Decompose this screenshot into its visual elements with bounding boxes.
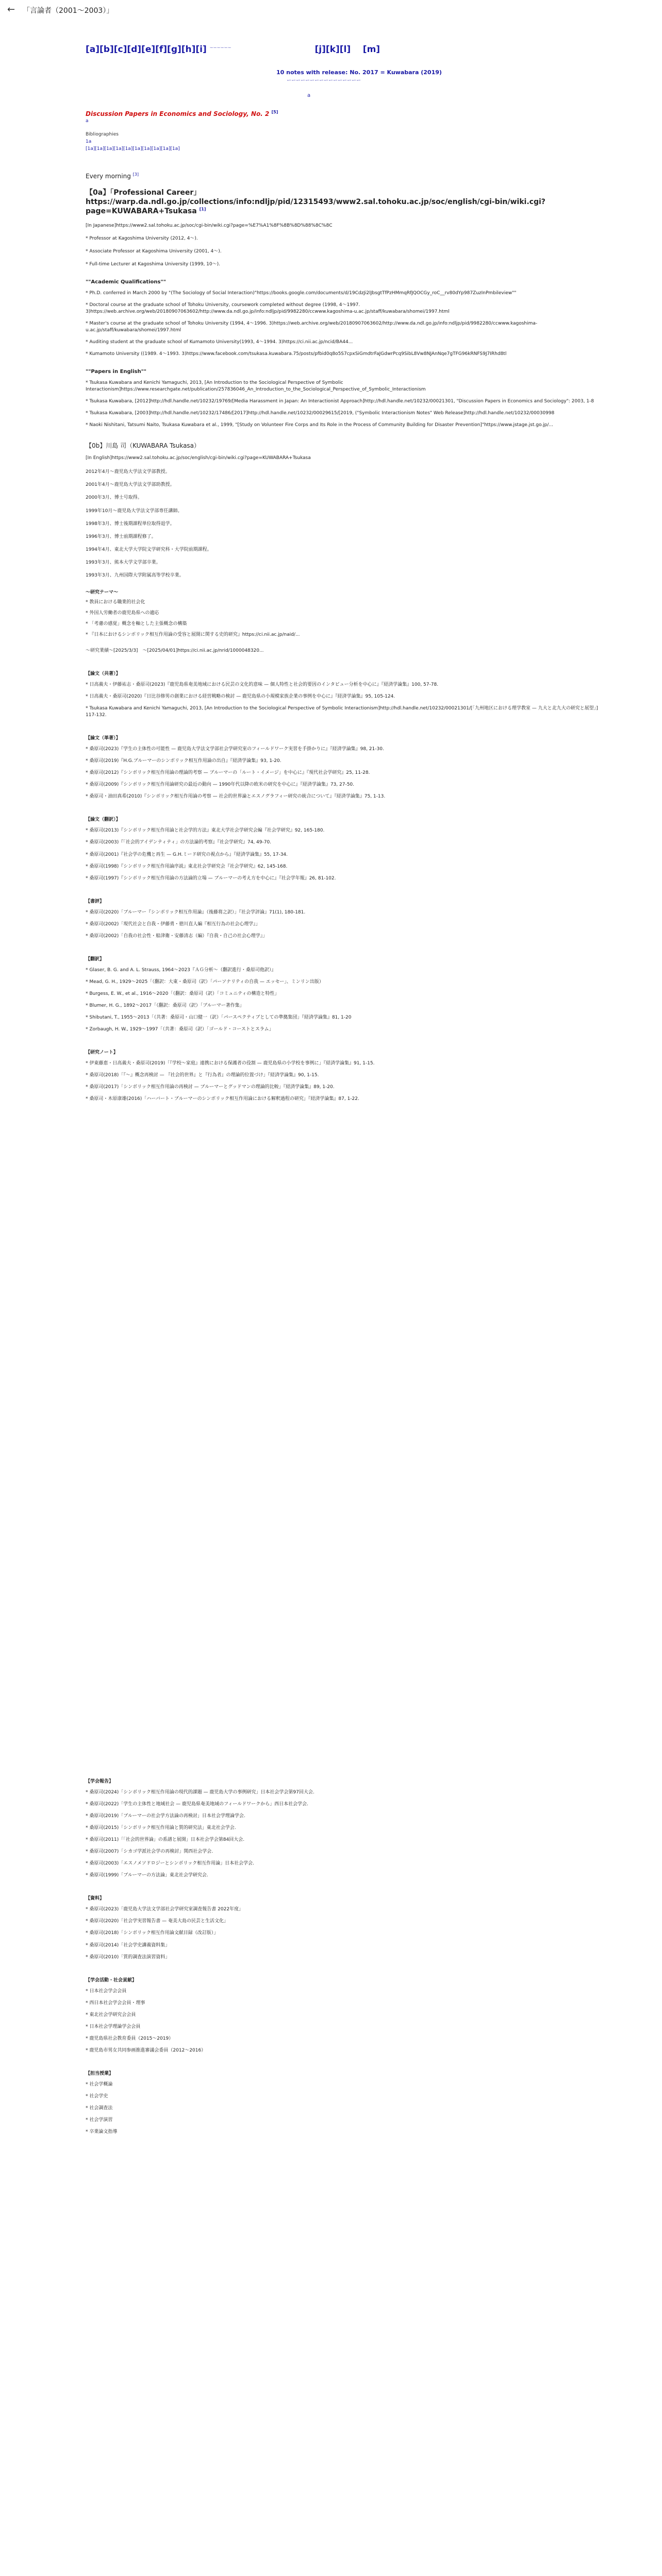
arrow-left-icon[interactable]: ← [7, 4, 15, 15]
qualification-line-item: * Kumamoto University ((1989. 4〜1993. 3)https://www.facebook.com/tsukasa.kuwabara.75/posts/pfbid0q8o5S7cpxSiGmdtrFaJGdwrPcq9SibL8Vw8NJAnNqe7gTFG96kRNFS9J7IRhd8tl [86, 351, 507, 357]
section-heading: 【学会活動・社会貢献】 [86, 1977, 137, 1983]
qualification-line-item: * Master's course at the graduate school of Tohoku University (1994, 4〜1996. 3)https://web.archive.org/web/20180907063602/http://www.da.ndl.go.jp/info:ndljp/pid/9982280/ccwww.kagoshima-u.ac.jp/staff/kuwabara/shomei/1997.html [86, 320, 538, 333]
section-heading: 【担当授業】 [86, 2071, 114, 2076]
jp-career-line-item: 1994年4月、東北大学大学院文学研究科・大学院前期課程。 [86, 547, 212, 552]
jp-career-line-item: 1996年3月、博士前期課程修了。 [86, 534, 156, 539]
section-heading: 【学会報告】 [86, 1779, 114, 1784]
paper-line-item: * Tsukasa Kuwabara, [2012]http://hdl.handle.net/10232/19769/[Media Harassment in Japan: An Interactionist Approach]http://hdl.handle.net/10232/00021301, "Discussion Papers in Economics and Sociology": 2003, 1-8 [86, 399, 594, 404]
section-item: * 桑原司(2019)「ブルーマーの社会学方法論の再検討」日本社会学理論学会. [86, 1814, 245, 1819]
section-heading: 【研究ノート】 [86, 1050, 118, 1056]
section-heading: 【論文（翻訳）】 [86, 817, 121, 823]
section-item: * 社会学史 [86, 2093, 108, 2099]
qualification-line-item: * Auditing student at the graduate school of Kumamoto University(1993, 4〜1994. 3)https://ci.nii.ac.jp/ncid/BA44... [86, 339, 353, 345]
career-heading [86, 188, 601, 216]
jp-career-line-item: 1993年3月、熊本大学文学部卒業。 [86, 560, 161, 565]
kaken-link[interactable]: 〜研究業績〜[2025/3/3] 〜[2025/04/01]https://ci.nii.ac.jp/nrid/1000048320... [86, 648, 264, 653]
page-title: 「言論者（2001〜2003）」 [23, 7, 114, 15]
section-item: * 社会学演習 [86, 2117, 113, 2123]
section-item: * 桑原司(1999)「ブルーマーの方法論」東北社会学研究会. [86, 1873, 208, 1878]
section-item: * 桑原司(2002)「現代社会と自我・伊藤勇・徳川直人編『相互行為の社会心理学』」 [86, 921, 260, 927]
section-item: * 日高義夫・桑原司(2020)『日比谷修男の創業における経営戦略の検討 — 鹿児島県の小規模家族企業の事例を中心に』『経済学論集』95, 105-124. [86, 694, 395, 700]
research-line-item: * 「考慮の感覚」概念を軸とした主張概念の構築 [86, 621, 187, 626]
alphabet-nav [86, 44, 601, 55]
section-item: * 卒業論文指導 [86, 2129, 118, 2135]
career-heading-text[interactable]: 【0a】「Professional Career」https://warp.da.ndl.go.jp/collections/info:ndljp/pid/12315493/www2.sal.tohoku.ac.jp/soc/english/cgi-bin/wiki.cgi?page=KUWABARA+Tsukasa [86, 189, 545, 216]
small-a-link[interactable]: a [86, 118, 89, 124]
release-link[interactable]: 10 notes with release: No. 2017 = Kuwabara (2019) [276, 69, 442, 76]
section-item: * Mead, G. H., 1929〜2025「（翻訳：大東・桑原司（訳）「パーソナリティの自我 — エッセー」、ミンリン出版） [86, 979, 324, 985]
section-item: * 桑原司(2014)「社会学史講義資料集」 [86, 1942, 170, 1948]
section-item: * 桑原司(2003)『「社会的アイデンティティ」の方法論的考察』『社会学研究』74, 49-70. [86, 840, 272, 845]
section-item: * 桑原司(2020)「社会学実習報告書 — 奄美大島の民芸と生活文化」 [86, 1919, 229, 1924]
section-item: * 伊東藤恵・日高義夫・桑原司(2019)「『学校〜家庭』連携における保護者の役割 — 鹿児島県の小学校を事例に」『経済学論集』91, 1-15. [86, 1061, 375, 1066]
qualifications-lines [86, 290, 601, 358]
section-heading: 【論文（共著）】 [86, 671, 121, 677]
section-item: * 桑原司(2023)「鹿児島大学法文学部社会学研究室調査報告書 2022年度」 [86, 1907, 244, 1912]
every-morning-text [86, 172, 601, 180]
jp-career-line-item: 2012年4月〜鹿児島大学法文学部教授。 [86, 469, 170, 475]
qualification-line-item: * Doctoral course at the graduate school of Tohoku University, coursework completed without degree (1998, 4〜1997. 3)https://web.archive.org/web/20180907063602/http://www.da.ndl.go.jp/info:ndljp/pid/9982280/ccwww.kagoshima-u.ac.jp/staff/kuwabara/shomei/1997.html [86, 302, 450, 314]
section-item: * Tsukasa Kuwabara and Kenichi Yamaguchi, 2013, [An Introduction to the Sociological Perspective of Symbolic Interactionism]http://hdl.handle.net/10232/00021301/[「九州地区における理学教室 — 九大と北九大の研究と展望」] 117-132. [86, 706, 598, 718]
research-list [86, 599, 601, 638]
alpha-links-a-i[interactable]: [a][b][c][d][e][f][g][h][i] [86, 44, 207, 55]
section-item: * 西日本社会学会会員・理事 [86, 2000, 145, 2006]
discussion-papers-sup[interactable]: [5] [271, 110, 278, 114]
section-item: * 桑原司(2011)「「社会的世界論」の系譜と展開」日本社会学会第84回大会. [86, 1837, 245, 1843]
jp-career-line-item: 2000年3月、博士号取得。 [86, 495, 142, 501]
top-bar [0, 0, 662, 20]
papers-lines [86, 380, 601, 429]
section-item: * 桑原司(2018)「『〜』概念再検討 — 『社会的世界』と『行為者』の理論的位置づけ」『経済学論集』90, 1-15. [86, 1073, 319, 1078]
section-item: * 桑原司(2019)『H.G.ブルーマーのシンボリック相互作用論の出自』『経済学論集』93, 1-20. [86, 758, 282, 764]
every-morning-sup[interactable]: [3] [133, 172, 139, 177]
section-item: * Blumer, H. G., 1892〜2017「（翻訳：桑原司（訳）「ブルーマー著作集」 [86, 1003, 244, 1008]
release-dot[interactable]: a [307, 93, 311, 98]
jp-career-line-item: 1993年3月、九州国際大学附属高等学校卒業。 [86, 572, 184, 578]
section-item: * 桑原司(2002)「自我の社会性・船津衛・安藤清志（編）『自我・自己の社会心理学』」 [86, 933, 268, 939]
research-line-item: * 教員における職業的社会化 [86, 599, 145, 605]
section-item: * 桑原司(2024)「シンボリック相互作用論の現代的課題 — 鹿児島大学の事例研究」日本社会学会第97回大会. [86, 1790, 315, 1795]
alpha-nav-sup: ーーーーーー [209, 45, 231, 50]
section-item: * 桑原司(2010)「質的調査法演習資料」 [86, 1954, 170, 1960]
japanese-link[interactable]: [In English]https://www2.sal.tohoku.ac.jp/soc/english/cgi-bin/wiki.cgi?page=KUWABARA+Tsukasa [86, 455, 311, 461]
career-line-item: * Professor at Kagoshima University (2012, 4〜). [86, 235, 198, 241]
section-item: * 桑原司(1997)『シンボリック相互作用論の方法論的立場 — ブルーマーの考え方を中心に』『社会学年報』26, 81-102. [86, 875, 336, 881]
section-item: * 桑原司(2020)「ブルーマー『シンボリック相互作用論』（後藤将之訳）」『社会学評論』71(1), 180-181. [86, 909, 306, 915]
discussion-papers-text: Discussion Papers in Economics and Sociology, No. 2 [86, 110, 270, 117]
section-item: * 桑原司・木原康雄(2016)「ハーバート・ブルーマーのシンボリック相互作用論における解釈過程の研究」『経済学論集』87, 1-22. [86, 1096, 359, 1102]
section-item: * 桑原司(2001)『社会学の危機と再生 — G.H.ミード研究の視点から』『経済学論集』55, 17-34. [86, 852, 288, 857]
section-item: * 桑原司(2007)「シカゴ学派社会学の再検討」関西社会学会. [86, 1849, 213, 1855]
section-item: * 日本社会学理論学会会員 [86, 2024, 141, 2029]
section-item: * 桑原司(2009)『シンボリック相互作用論研究の最近の動向 — 1990年代以降の欧米の研究を中心に』『経済学論集』73, 27-50. [86, 782, 355, 788]
bibliography-links-row[interactable]: [1a][1a][1a][1a][1a][1a][1a][1a][1a][1a] [86, 146, 180, 151]
research-heading: 〜研究テーマ〜 [86, 589, 119, 595]
section-item: * 日本社会学会会員 [86, 1988, 127, 1994]
research-line-item: * 『日本におけるシンボリック相互作用論の受容と展開に関する史的研究』https://ci.nii.ac.jp/naid/... [86, 632, 300, 637]
japanese-heading: 【0b】川島 司（KUWABARA Tsukasa） [86, 442, 201, 450]
section-item: * 桑原司(2017)「シンボリック相互作用論の再検討 — ブルーマーとグッドマンの理論的比較」『経済学論集』89, 1-20. [86, 1084, 335, 1090]
section-item: * 鹿児島県社会教育委員（2015〜2019） [86, 2036, 174, 2041]
lower-sections [86, 1762, 601, 2136]
section-item: * 東北社会学研究会会員 [86, 2012, 136, 2018]
bibliographies-label: Bibliographies [86, 132, 119, 137]
qualification-line-item: * Ph.D. conferred in March 2000 by "(The Sociology of Social Interaction)"https://books.google.com/documents/d/19CdzJi2lJbsgtTfPzHMmqRfJQOCGy_roC__rv80dYp987ZuzInPmbileview"" [86, 290, 517, 296]
career-sup[interactable]: [1] [199, 207, 206, 212]
alpha-links-j-l[interactable]: [j][k][l] [315, 44, 351, 55]
career-line-item: [In Japanese]https://www2.sal.tohoku.ac.jp/soc/cgi-bin/wiki.cgi?page=%E7%A1%8F%8B%8D%88%8C%8C [86, 223, 333, 228]
jp-career-line-item: 1998年3月、博士後期課程単位取得退学。 [86, 521, 175, 527]
paper-line-item: * Naoki Nishitani, Tatsumi Naito, Tsukasa Kuwabara et al., 1999, "[Study on Volunteer Fire Corps and Its Role in the Process of Community Building for Disaster Prevention]"https://www.jstage.jst.go.jp/... [86, 422, 554, 428]
section-item: * 桑原司(2018)「シンボリック相互作用論文献目録（改訂版）」 [86, 1930, 219, 1936]
release-sub: ーーーーーーーーーーーーーーーー [287, 78, 361, 83]
career-line-item: * Associate Professor at Kagoshima University (2001, 4〜). [86, 248, 222, 254]
papers-heading: ""Papers in English"" [86, 369, 147, 375]
every-morning-label: Every morning [86, 173, 131, 180]
discussion-papers-title [86, 110, 601, 117]
jp-career-line-item: 2001年4月〜鹿児島大学法文学部助教授。 [86, 482, 175, 488]
japanese-career-list [86, 469, 601, 579]
bibliography-link[interactable]: 1a [86, 139, 92, 144]
section-heading: 【論文（単著）】 [86, 736, 121, 741]
career-line-item: * Full-time Lecturer at Kagoshima University (1999, 10〜). [86, 261, 221, 267]
qualifications-heading: ""Academic Qualifications"" [86, 279, 166, 285]
section-item: * 鹿児島市男女共同参画推進審議会委員（2012〜2016） [86, 2047, 206, 2053]
section-heading: 【翻訳】 [86, 956, 105, 962]
career-lines [86, 223, 601, 268]
section-item: * 桑原司(2022)「学生の主体性と地域社会 — 鹿児島県奄美地域のフィールドワークから」西日本社会学会. [86, 1802, 308, 1807]
section-item: * Glaser, B. G. and A. L. Strauss, 1964〜2023『ＡＧ分析〜（翻訳進行・桑原司他訳）』 [86, 967, 276, 973]
paper-line-item: * Tsukasa Kuwabara, [2003]http://hdl.handle.net/10232/17486/[2017]http://hdl.handle.net/10232/00029615/[2019, ("Symbolic Interactionism Notes" Web Release]http://hdl.handle.net/10232/00030998 [86, 411, 555, 416]
section-item: * 社会調査法 [86, 2105, 113, 2111]
section-item: * 桑原司(2012)『シンボリック相互作用論の理論的考察 — ブルーマーの「ルート・イメージ」を中心に』『現代社会学研究』25, 11-28. [86, 770, 370, 776]
section-item: * 桑原司(2003)「エスノメソドロジーとシンボリック相互作用論」日本社会学会. [86, 1861, 254, 1867]
jp-career-line-item: 1999年10月〜鹿児島大学法文学部専任講師。 [86, 508, 183, 514]
section-item: * Burgess, E. W., et al., 1916〜2020「（翻訳：桑原司（訳）「コミュニティの構造と特性」 [86, 991, 279, 996]
section-item: * 社会学概論 [86, 2081, 113, 2087]
works-sections [86, 670, 601, 1103]
section-item: * Zorbaugh, H. W., 1929〜1997「（共著：桑原司（訳）「ゴールド・コーストとスラム」 [86, 1027, 274, 1032]
section-item: * 日高義夫・伊藤祐志・桑原司(2023)『鹿児島県奄美地域における民芸の文化的意味 — 個人特性と社会的要因のインタビュー分析を中心に』『経済学論集』100, 57-78. [86, 682, 439, 688]
section-item: * 桑原司(2023)『学生の主体性の可能性 — 鹿児島大学法文学部社会学研究室のフィールドワーク実習を手掛かりに』『経済学論集』98, 21-30. [86, 747, 384, 752]
section-item: * Shibutani, T., 1955〜2013「（共著：桑原司・山口健一（訳）「パースペクティブとしての準拠集団」『経済学論集』81, 1-20 [86, 1015, 352, 1020]
section-item: * 桑原司・油田真希(2010)『シンボリック相互作用論の考察 — 社会的世界論とエスノグラフィー研究の統合について』『経済学論集』75, 1-13. [86, 794, 386, 800]
section-item: * 桑原司(2015)「シンボリック相互作用論と質的研究法」東北社会学会. [86, 1825, 236, 1831]
section-heading: 【資料】 [86, 1896, 105, 1902]
paper-line-item: * Tsukasa Kuwabara and Kenichi Yamaguchi, 2013, [An Introduction to the Sociological Perspective of Symbolic Interactionism]https://www.researchgate.net/publication/257836046_An_Introduction_to_the_Sociological_Perspective_of_Symbolic_Interactionism [86, 380, 426, 393]
alpha-link-m[interactable]: [m] [362, 44, 380, 55]
research-line-item: * 外国人労働者の鹿児島県への適応 [86, 610, 159, 616]
section-item: * 桑原司(2013)『シンボリック相互作用論と社会学的方法』東北大学社会学研究会編『社会学研究』92, 165-180. [86, 828, 325, 834]
section-item: * 桑原司(1998)『シンボリック相互作用論序説』東北社会学研究会『社会学研究』62, 145-168. [86, 863, 288, 869]
section-heading: 【書評】 [86, 899, 105, 904]
main-content [86, 26, 601, 1103]
